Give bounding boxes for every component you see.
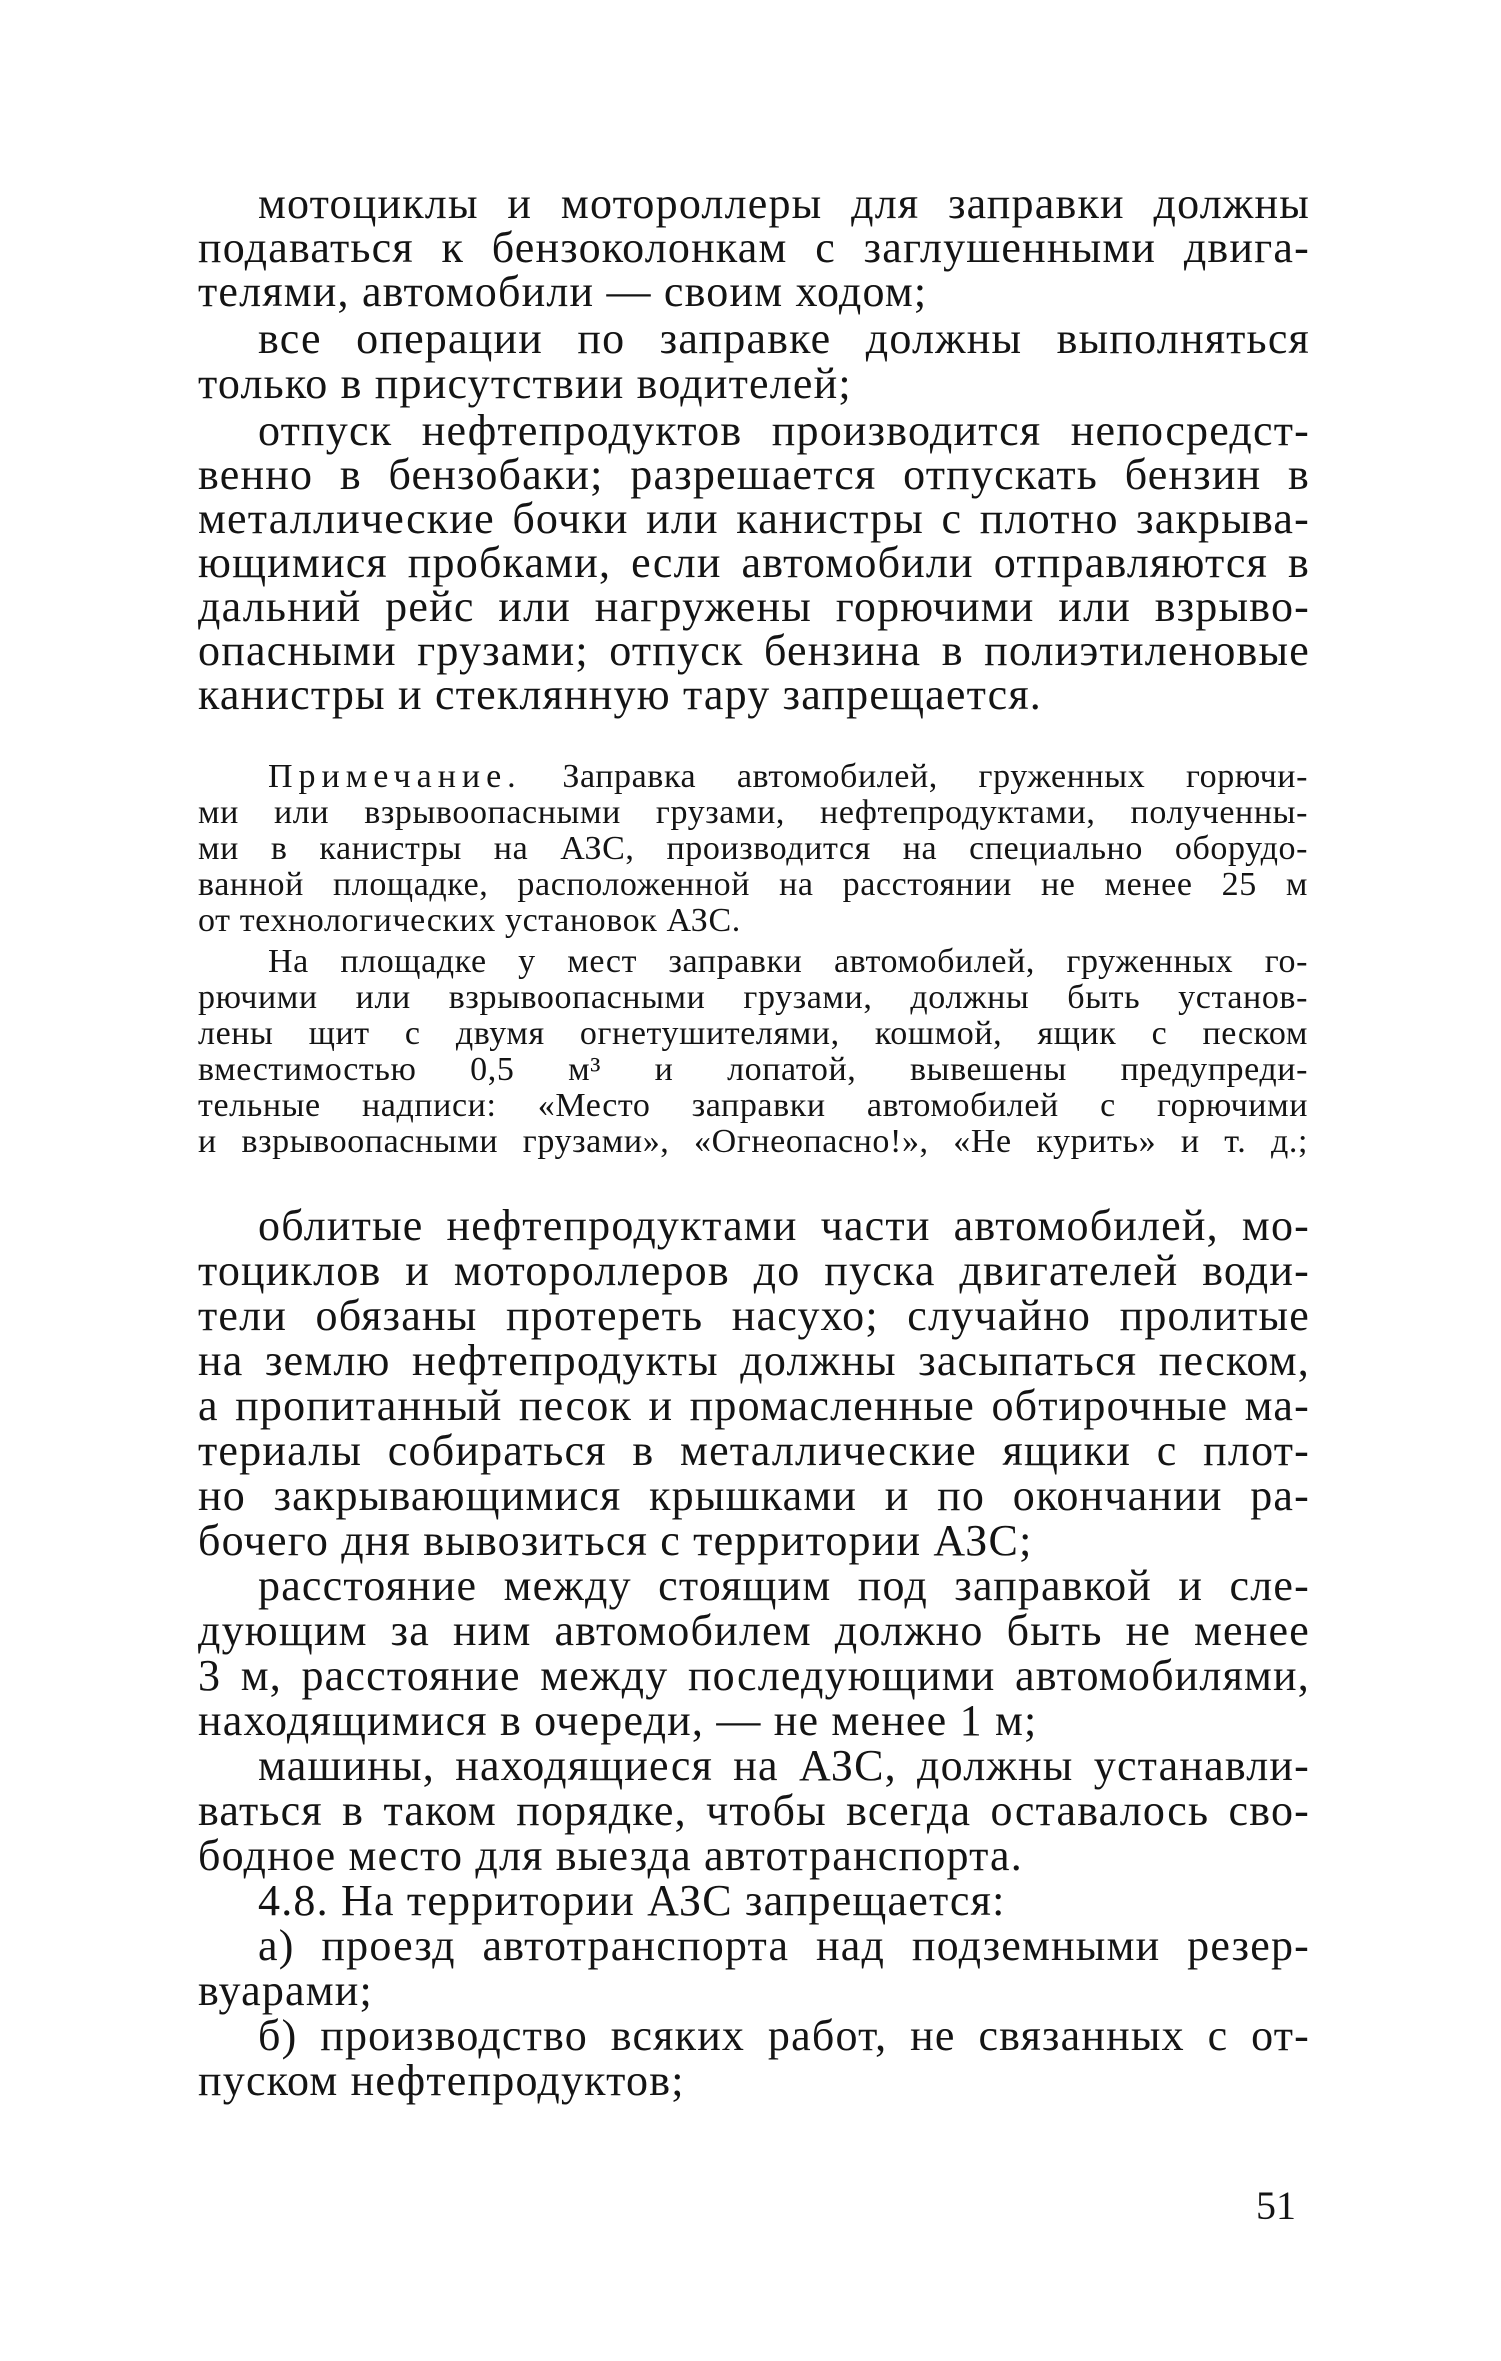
section-heading: 4.8. На территории АЗС запрещается: [258,1876,1006,1925]
text-line: металлические бочки или канистры с плотно закрыва- [198,494,1310,543]
text-line: только в присутствии водителей; [198,359,852,408]
note-line: ванной площадке, расположенной на расстоянии не менее 25 м [198,866,1308,903]
text-line: тели обязаны протереть насухо; случайно пролитые [198,1291,1310,1340]
text-line: вуарами; [198,1966,373,2015]
text-line: дующим за ним автомобилем должно быть не менее [198,1606,1310,1655]
text-line: опасными грузами; отпуск бензина в полиэтиленовые [198,626,1310,675]
text-line: пуском нефтепродуктов; [198,2056,685,2105]
text-line: на землю нефтепродукты должны засыпаться песком, [198,1336,1310,1385]
note-line: лены щит с двумя огнетушителями, кошмой, ящик с песком [198,1015,1308,1052]
text-line: б) производство всяких работ, не связанных с от- [258,2011,1310,2060]
text-line: облитые нефтепродуктами части автомобилей, мо- [258,1201,1310,1250]
text-line: но закрывающимися крышками и по окончании ра- [198,1471,1310,1520]
note-line: от технологических установок АЗС. [198,902,741,939]
text-line: бодное место для выезда автотранспорта. [198,1831,1023,1880]
note-line: рючими или взрывоопасными грузами, должны быть установ- [198,979,1308,1016]
text-line: машины, находящиеся на АЗС, должны устанавли- [258,1741,1310,1790]
note-label: Примечание. [268,758,522,795]
note-line: ми или взрывоопасными грузами, нефтепродуктами, полученны- [198,794,1308,831]
text-line: все операции по заправке должны выполняться [258,314,1310,363]
text-line: 3 м, расстояние между последующими автомобилями, [198,1651,1310,1700]
text-line: дальний рейс или нагружены горючими или взрыво- [198,582,1310,631]
text-line: канистры и стеклянную тару запрещается. [198,670,1042,719]
text-line: отпуск нефтепродуктов производится непосредст- [258,406,1310,455]
text-line: ющимися пробками, если автомобили отправляются в [198,538,1310,587]
text-line: мотоциклы и мотороллеры для заправки должны [258,179,1310,228]
text-line: тоциклов и мотороллеров до пуска двигателей води- [198,1246,1310,1295]
text-line: а) проезд автотранспорта над подземными резер- [258,1921,1310,1970]
note-line: На площадке у мест заправки автомобилей, груженных го- [268,943,1308,980]
text-line: находящимися в очереди, — не менее 1 м; [198,1696,1038,1745]
page-number: 51 [1256,2183,1296,2228]
text-line: а пропитанный песок и промасленные обтирочные ма- [198,1381,1310,1430]
note-first-line [268,758,1308,796]
text-line: бочего дня вывозиться с территории АЗС; [198,1516,1033,1565]
text-line: телями, автомобили — своим ходом; [198,267,928,316]
note-line: тельные надписи: «Место заправки автомобилей с горючими [198,1087,1308,1124]
note-line: вместимостью 0,5 м³ и лопатой, вывешены предупреди- [198,1051,1308,1088]
text-line: териалы собираться в металлические ящики с плот- [198,1426,1310,1475]
text-line: ваться в таком порядке, чтобы всегда оставалось сво- [198,1786,1310,1835]
note-text: Заправка автомобилей, груженных горючи- [521,758,1308,795]
text-line: подаваться к бензоколонкам с заглушенными двига- [198,223,1310,272]
text-line: расстояние между стоящим под заправкой и сле- [258,1561,1310,1610]
note-line: и взрывоопасными грузами», «Огнеопасно!», «Не курить» и т. д.; [198,1123,1308,1160]
note-line: ми в канистры на АЗС, производится на специально оборудо- [198,830,1308,867]
text-line: венно в бензобаки; разрешается отпускать бензин в [198,450,1310,499]
